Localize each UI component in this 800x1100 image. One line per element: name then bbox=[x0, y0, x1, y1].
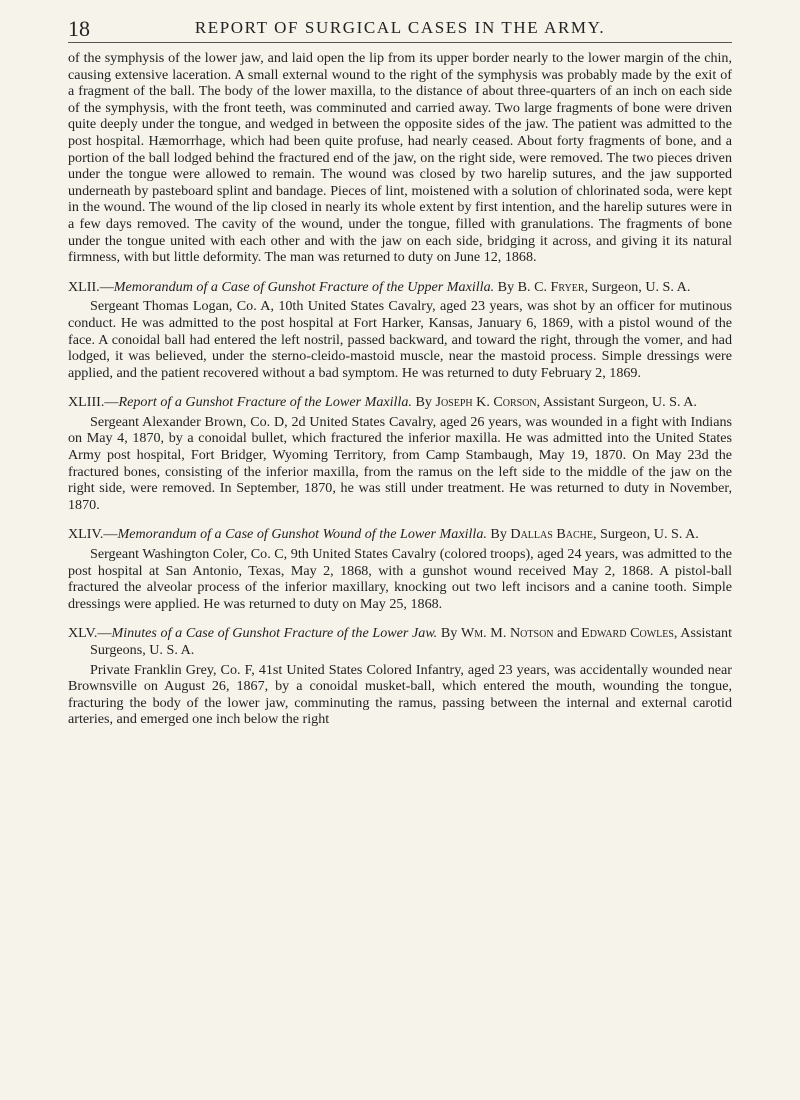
case-author: Joseph K. Corson bbox=[435, 394, 537, 411]
case-43 bbox=[68, 394, 732, 513]
case-author: Wm. M. Notson bbox=[460, 625, 554, 642]
case-body: Private Franklin Grey, Co. F, 41st United States Colored Infantry, aged 23 years, was accidentally wounded near Brownsville on August 26, 1867, by a conoidal musket-ball, which entered the mouth, wounding the tongue, fracturing the body of the lower jaw, comminuting the ramus, passing between the internal and external carotid arteries, and emerged one inch below the right bbox=[68, 661, 732, 728]
case-body: Sergeant Thomas Logan, Co. A, 10th United States Cavalry, aged 23 years, was shot by an officer for mutinous conduct. He was admitted to the post hospital at Fort Harker, Kansas, January 6, 1869, with a pistol wound of the face. A conoidal ball had entered the left nostril, passed backward, and toward the right, through the vomer, and had lodged, it was believed, under the sterno-cleido-mastoid muscle, near the mastoid process. Simple dressings were applied, and the patient recovered without a bad symptom. He was returned to duty February 2, 1869. bbox=[68, 298, 732, 381]
page-header bbox=[68, 14, 732, 43]
case-by: By bbox=[437, 625, 461, 642]
case-heading: XLIII.—Report of a Gunshot Fracture of the Lower Maxilla. By Joseph K. Corson, Assistant Surgeon, U. S. A. bbox=[68, 394, 697, 411]
case-author-rank: , Assistant Surgeon, U. S. A. bbox=[536, 394, 697, 411]
running-title: REPORT OF SURGICAL CASES IN THE ARMY. bbox=[194, 18, 606, 37]
case-numeral: XLIII. bbox=[68, 394, 105, 411]
case-44 bbox=[68, 526, 732, 612]
case-by: By bbox=[494, 278, 518, 295]
case-title: Report of a Gunshot Fracture of the Lower Maxilla. bbox=[118, 394, 412, 411]
case-title: Memorandum of a Case of Gunshot Fracture of the Upper Maxilla. bbox=[113, 278, 495, 295]
case-42 bbox=[68, 279, 732, 382]
case-author-rank: , Surgeon, U. S. A. bbox=[584, 278, 691, 295]
case-author-rank: , Surgeon, U. S. A. bbox=[592, 526, 699, 543]
case-heading: XLIV.—Memorandum of a Case of Gunshot Wound of the Lower Maxilla. By Dallas Bache, Surgeon, U. S. A. bbox=[68, 526, 699, 543]
case-author: B. C. Fryer bbox=[517, 278, 585, 295]
case-body: Sergeant Alexander Brown, Co. D, 2d United States Cavalry, aged 26 years, was wounded in a fight with Indians on May 4, 1870, by a conoidal bullet, which fractured the inferior maxilla. He was admitted into the United States Army post hospital, Fort Bridger, Wyoming Territory, from Camp Stambaugh, May 19, 1870. On May 23d the fractured bones, consisting of the inferior maxilla, from the ramus on the left side to the middle of the jaw on the right side, were removed. In September, 1870, he was still under treatment. He was returned to duty in November, 1870. bbox=[68, 413, 732, 513]
case-author: Dallas Bache bbox=[510, 526, 593, 543]
page-number: 18 bbox=[68, 16, 90, 41]
case-and: and bbox=[553, 625, 582, 642]
case-numeral: XLV. bbox=[68, 625, 98, 642]
case-numeral: XLII. bbox=[68, 278, 100, 295]
case-45 bbox=[68, 625, 732, 728]
case-author-rank: , Assistant Surgeons, U. S. A. bbox=[90, 625, 732, 658]
case-by: By bbox=[411, 394, 436, 411]
page-body bbox=[68, 50, 732, 728]
case-by: By bbox=[486, 526, 511, 543]
case-title: Memorandum of a Case of Gunshot Wound of the Lower Maxilla. bbox=[117, 526, 487, 543]
intro-paragraph: of the symphysis of the lower jaw, and laid open the lip from its upper border nearly to the lower margin of the chin, causing extensive laceration. A small external wound to the right of the symphysis was probably made by the exit of a fragment of the ball. The body of the lower maxilla, to the distance of about three-quarters of an inch on each side of the symphysis, with the front teeth, was comminuted and carried away. Two large fragments of bone were driven quite deeply under the tongue, and wedged in between the opposite sides of the jaw. The patient was admitted to the post hospital. Hæmorrhage, which had been quite profuse, had nearly ceased. About forty fragments of bone, and a portion of the ball lodged behind the fractured end of the jaw, on the right side, were removed. The two pieces driven under the tongue were allowed to remain. The wound was closed by two harelip sutures, and the jaw supported underneath by pasteboard splint and bandage. Pieces of lint, moistened with a solution of chlorinated soda, were kept in the wound. The wound of the lip closed in nearly its whole extent by first intention, and the harelip sutures were in a few days removed. The cavity of the wound, under the tongue, filled with granulations. The fragments of bone under the tongue united with each other and with the jaw on each side, bridging it across, and giving it its natural firmness, with but little deformity. The man was returned to duty on June 12, 1868. bbox=[68, 50, 732, 266]
case-body: Sergeant Washington Coler, Co. C, 9th United States Cavalry (colored troops), aged 24 years, was admitted to the post hospital at San Antonio, Texas, May 2, 1868, with a gunshot wound received May 2, 1868. A pistol-ball fractured the alveolar process of the inferior maxillary, knocking out two left incisors and a canine tooth. Simple dressings were applied. He was returned to duty on May 25, 1868. bbox=[68, 546, 732, 612]
case-heading: XLV.—Minutes of a Case of Gunshot Fracture of the Lower Jaw. By Wm. M. Notson and Edward Cowles, Assistant Surgeons, U. S. A. bbox=[68, 625, 732, 658]
case-numeral: XLIV. bbox=[68, 526, 104, 543]
case-title: Minutes of a Case of Gunshot Fracture of the Lower Jaw. bbox=[111, 625, 438, 642]
case-heading: XLII.—Memorandum of a Case of Gunshot Fracture of the Upper Maxilla. By B. C. Fryer, Surgeon, U. S. A. bbox=[68, 278, 691, 295]
case-author-2: Edward Cowles bbox=[581, 625, 674, 642]
